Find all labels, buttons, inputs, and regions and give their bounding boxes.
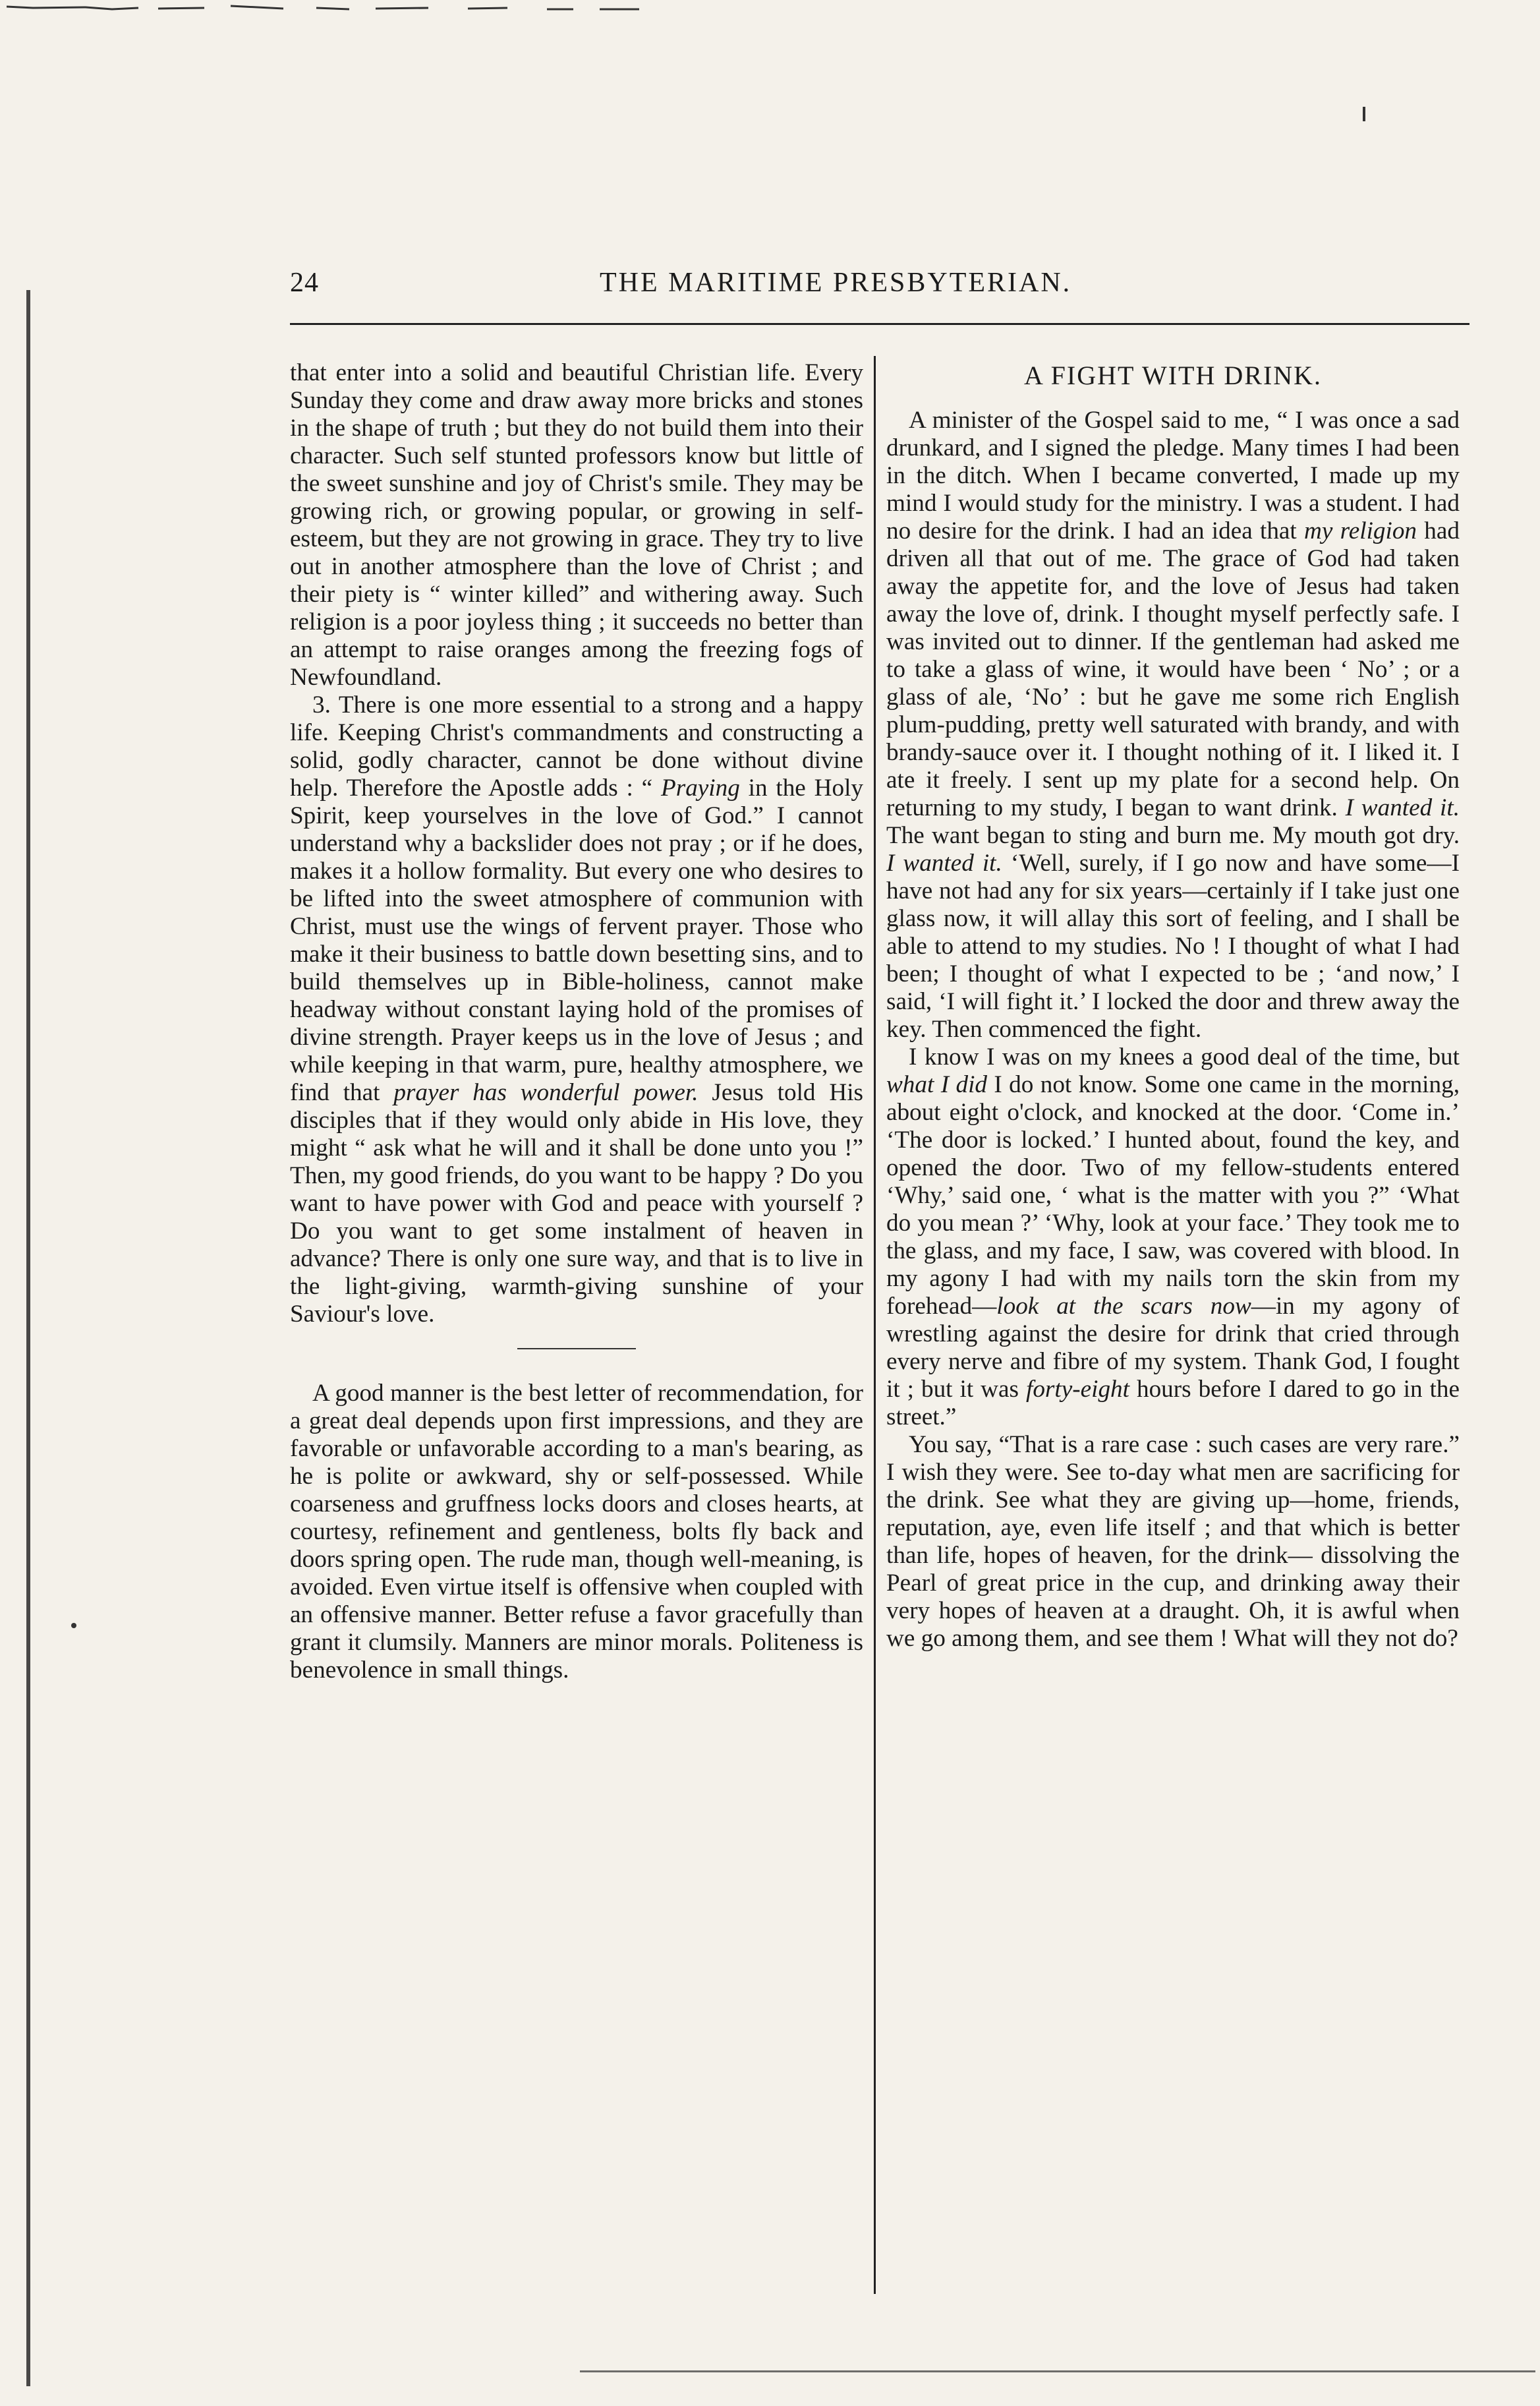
page-edge-shadow <box>26 290 30 2386</box>
stray-mark <box>1363 107 1365 121</box>
scan-artifact-top <box>7 4 666 13</box>
bottom-rule <box>580 2370 1535 2372</box>
paragraph: 3. There is one more essential to a strong and a happy life. Keeping Christ's commandments and constructing a solid, godly character, cannot be done without divine help. Therefore the Apostle adds : “ Praying in the Holy Spirit, keep yourselves in the love of God.” I cannot understand why a backslider does not pray ; or if he does, makes it a hollow formality. But every one who desires to be lifted into the sweet atmosphere of communion with Christ, must use the wings of fervent prayer. Those who make it their business to battle down besetting sins, and to build themselves up in Bible-holiness, cannot make headway without constant laying hold of the promises of divine strength. Prayer keeps us in the love of Jesus ; and while keeping in that warm, pure, healthy atmosphere, we find that prayer has wonderful power. Jesus told His disciples that if they would only abide in His love, they might “ ask what he will and it shall be done unto you !” Then, my good friends, do you want to be happy ? Do you want to have power with God and peace with yourself ? Do you want to get some instalment of heaven in advance? There is only one sure way, and that is to live in the light-giving, warmth-giving sunshine of your Saviour's love. <box>290 691 864 1328</box>
paragraph: I know I was on my knees a good deal of the time, but what I did I do not know. Some one came in the morning, about eight o'clock, and knocked at the door. ‘Come in.’ ‘The door is locked.’ I hunted about, found the key, and opened the door. Two of my fellow-students entered ‘Why,’ said one, ‘ what is the matter with you ?” ‘What do you mean ?’ ‘Why, look at your face.’ They took me to the glass, and my face, I saw, was covered with blood. In my agony I had with my nails torn the skin from my forehead—look at the scars now—in my agony of wrestling against the desire for drink that cried through every nerve and fibre of my system. Thank God, I fought it ; but it was forty-eight hours before I dared to go in the street.” <box>886 1043 1460 1430</box>
section-separator <box>517 1348 636 1349</box>
left-column <box>290 359 863 1684</box>
paragraph: that enter into a solid and beautiful Christian life. Every Sunday they come and draw away more bricks and stones in the shape of truth ; but they do not build them into their character. Such self stunted professors know but little of the sweet sunshine and joy of Christ's smile. They may be growing rich, or growing popular, or growing in self-esteem, but they are not growing in grace. They try to live out in another atmosphere than the love of Christ ; and their piety is “ winter killed” and withering away. Such religion is a poor joyless thing ; it succeeds no better than an attempt to raise oranges among the freezing fogs of Newfoundland. <box>290 359 863 691</box>
page-header <box>290 267 1476 313</box>
paragraph: A minister of the Gospel said to me, “ I was once a sad drunkard, and I signed the pledge. Many times I had been in the ditch. When I became converted, I made up my mind I would study for the ministry. I was a student. I had no desire for the drink. I had an idea that my religion had driven all that out of me. The grace of God had taken away the appetite for, and the love of Jesus had taken away the love of, drink. I thought myself perfectly safe. I was invited out to dinner. If the gentleman had asked me to take a glass of wine, it would have been ‘ No’ ; or a glass of ale, ‘No’ : but he gave me some rich English plum-pudding, pretty well saturated with brandy, and with brandy-sauce over it. I thought nothing of it. I liked it. I ate it freely. I sent up my plate for a second help. On returning to my study, I began to want drink. I wanted it. The want began to sting and burn me. My mouth got dry. I wanted it. ‘Well, surely, if I go now and have some—I have not had any for six years—certainly if I take just one glass now, it will allay this sort of feeling, and I shall be able to attend to my studies. No ! I thought of what I had been; I thought of what I expected to be ; ‘and now,’ I said, ‘I will fight it.’ I locked the door and threw away the key. Then commenced the fight. <box>886 407 1460 1043</box>
stray-mark <box>71 1623 76 1628</box>
column-divider <box>874 356 876 2294</box>
masthead-title: THE MARITIME PRESBYTERIAN. <box>600 268 1072 298</box>
paragraph: You say, “That is a rare case : such cases are very rare.” I wish they were. See to-day what men are sacrificing for the drink. See what they are giving up—home, friends, reputation, aye, even life itself ; and that which is better than life, hopes of heaven, for the drink— dissolving the Pearl of great price in the cup, and drinking away their very hopes of heaven at a draught. Oh, it is awful when we go among them, and see them ! What will they not do? <box>886 1431 1460 1652</box>
right-column <box>886 359 1460 1653</box>
header-rule <box>290 323 1469 325</box>
article-title: A FIGHT WITH DRINK. <box>1023 361 1323 390</box>
paragraph: A good manner is the best letter of recommendation, for a great deal depends upon first impressions, and they are favorable or unfavorable according to a man's bearing, as he is polite or awkward, shy or self-possessed. While coarseness and gruffness locks doors and closes hearts, at courtesy, refinement and gentleness, bolts fly back and doors spring open. The rude man, though well-meaning, is avoided. Even virtue itself is offensive when coupled with an offensive manner. Better refuse a favor gracefully than grant it clumsily. Manners are minor morals. Politeness is benevolence in small things. <box>290 1380 863 1684</box>
page-number: 24 <box>290 268 319 298</box>
